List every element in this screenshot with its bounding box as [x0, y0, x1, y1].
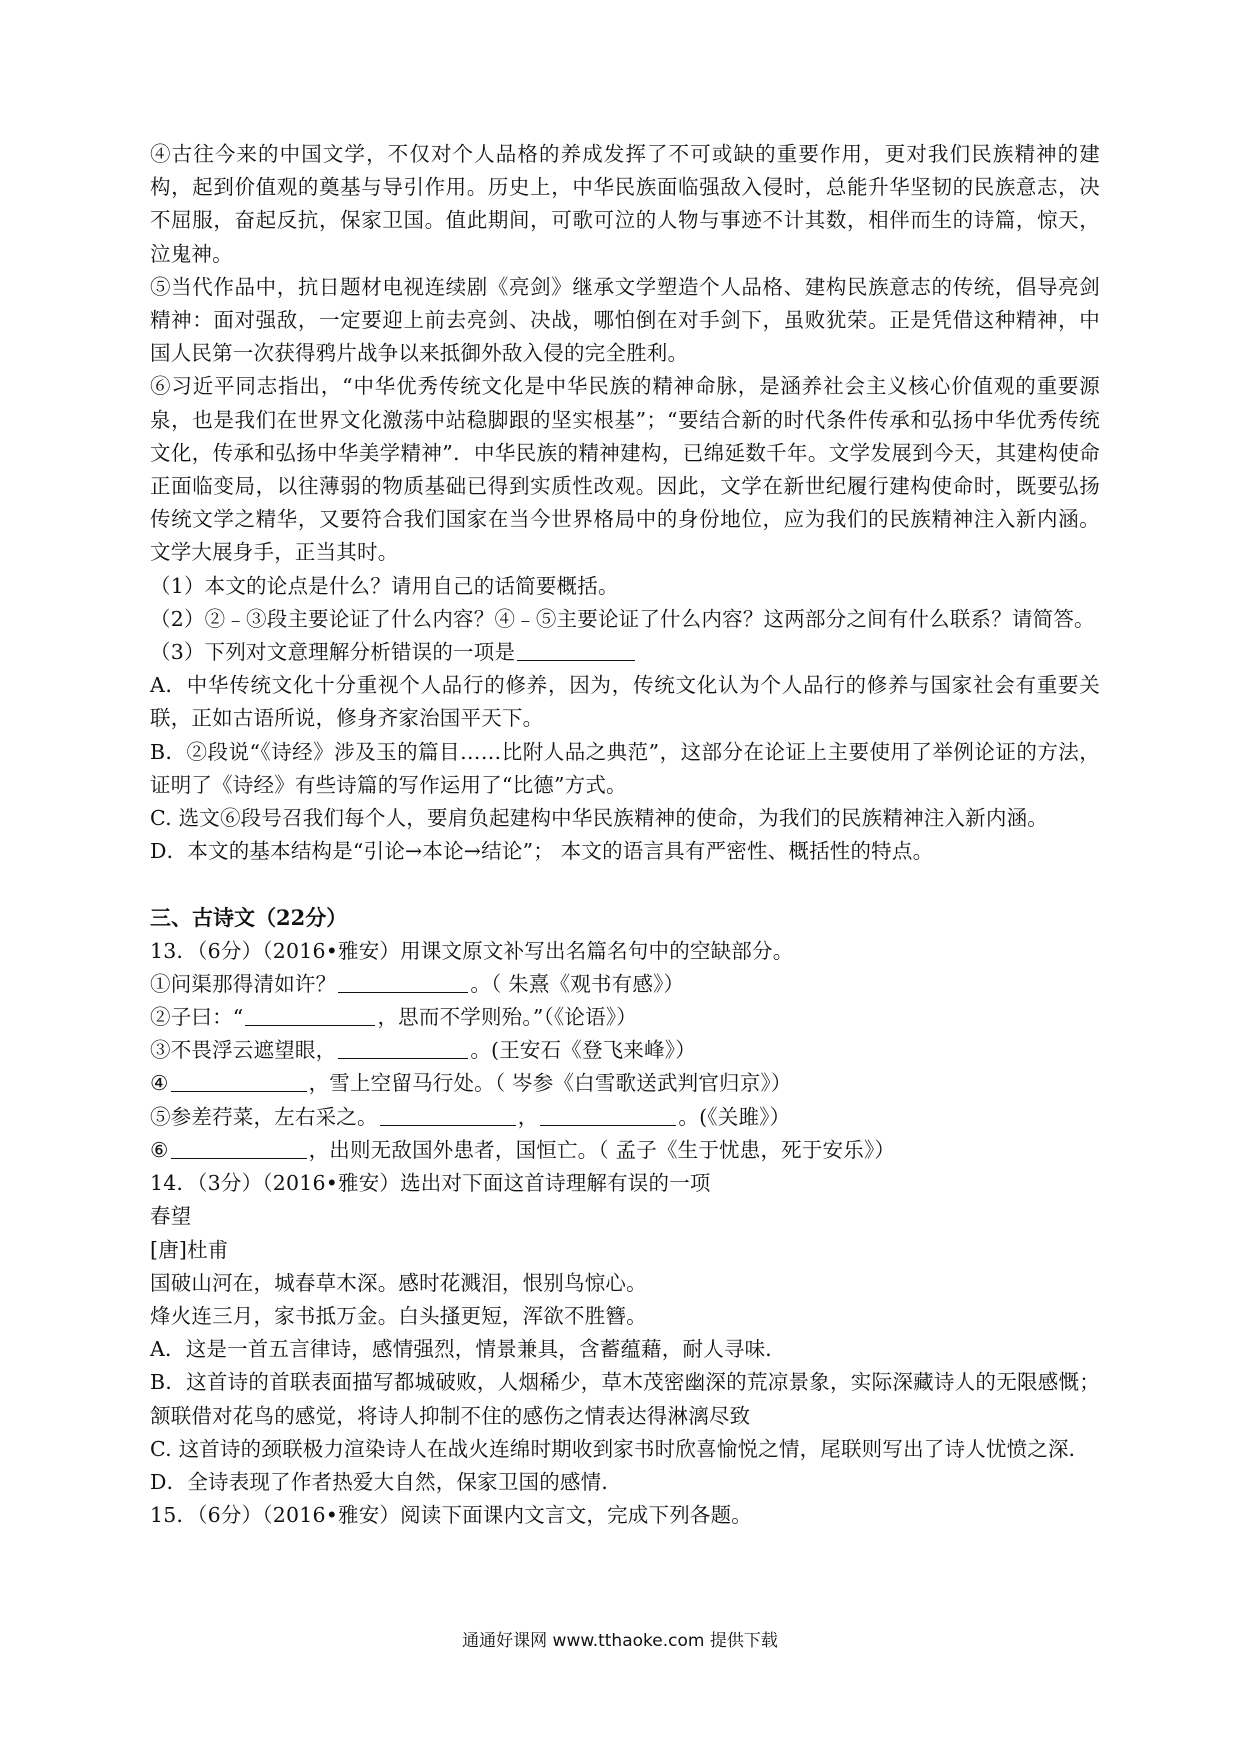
question-14-option-a: A．这是一首五言律诗，感情强烈，情景兼具，含蓄蕴藉，耐人寻味．	[150, 1337, 787, 1362]
paragraph-6: ⑥习近平同志指出，“中华优秀传统文化是中华民族的精神命脉，是涵养社会主义核心价值观的重要源泉，也是我们在世界文化激荡中站稳脚跟的坚实根基”；“要结合新的时代条件传承和弘扬中华优秀传统文化，传承和弘扬中华美学精神”．中华民族的精神建构，已绵延数千年。文学发展到今天，其建构使命正面临变局，以往薄弱的物质基础已得到实质性改观。因此，文学在新世纪履行建构使命时，既要弘扬传统文学之精华，又要符合我们国家在当今世界格局中的身份地位，应为我们的民族精神注入新内涵。文学大展身手，正当其时。	[150, 374, 1100, 565]
fill-item-2	[150, 1001, 1100, 1034]
paragraph-5: ⑤当代作品中，抗日题材电视连续剧《亮剑》继承文学塑造个人品格、建构民族意志的传统，倡导亮剑精神：面对强敌，一定要迎上前去亮剑、决战，哪怕倒在对手剑下，虽败犹荣。正是凭借这种精神，中国人民第一次获得鸦片战争以来抵御外敌入侵的完全胜利。	[150, 274, 1100, 366]
question-1: （1）本文的论点是什么？请用自己的话简要概括。	[150, 573, 619, 598]
question-3-option-a: A．中华传统文化十分重视个人品行的修养，因为，传统文化认为个人品行的修养与国家社会有重要关联，正如古语所说，修身齐家治国平天下。	[150, 673, 1100, 731]
fill-item-before: ⑥	[150, 1137, 169, 1162]
fill-item-after: ，思而不学则殆。”（《论语》）	[377, 1005, 637, 1030]
answer-blank[interactable]	[171, 1071, 307, 1092]
fill-item-after: 。(《关雎》）	[678, 1104, 791, 1129]
question-14-title: 14．（3分）（2016•雅安）选出对下面这首诗理解有误的一项	[150, 1171, 711, 1196]
answer-blank[interactable]	[540, 1105, 676, 1126]
fill-item-before: ④	[150, 1071, 169, 1096]
fill-item-5	[150, 1101, 1100, 1134]
answer-blank[interactable]	[380, 1105, 516, 1126]
poem-line: 烽火连三月，家书抵万金。白头搔更短，浑欲不胜簪。	[150, 1303, 647, 1328]
answer-blank[interactable]	[171, 1138, 307, 1159]
poem-author: [唐]杜甫	[150, 1237, 229, 1262]
question-13-title: 13．（6分）（2016•雅安）用课文原文补写出名篇名句中的空缺部分。	[150, 938, 794, 963]
question-14-option-d: D．全诗表现了作者热爱大自然，保家卫国的感情．	[150, 1469, 623, 1494]
poem-line: 国破山河在，城春草木深。感时花溅泪，恨别鸟惊心。	[150, 1270, 647, 1295]
answer-blank[interactable]	[338, 972, 468, 993]
fill-item-before: ②子曰：“	[150, 1005, 244, 1030]
footer-text: 通通好课网 www.tthaoke.com 提供下载	[462, 1631, 778, 1651]
fill-item-1	[150, 968, 1100, 1001]
document-page	[150, 138, 1100, 1532]
question-14-option-c: C. 这首诗的颈联极力渲染诗人在战火连绵时期收到家书时欣喜愉悦之情，尾联则写出了诗人忧愤之深．	[150, 1436, 1090, 1461]
poem-title: 春望	[150, 1204, 192, 1229]
fill-item-before: ①问渠那得清如许？	[150, 971, 337, 996]
question-2: （2）②﹣③段主要论证了什么内容？④﹣⑤主要论证了什么内容？这两部分之间有什么联系？请简答。	[150, 606, 1095, 631]
answer-blank[interactable]	[245, 1005, 375, 1026]
answer-blank[interactable]	[517, 640, 635, 661]
question-15-title: 15．（6分）（2016•雅安）阅读下面课内文言文，完成下列各题。	[150, 1503, 752, 1528]
fill-item-3	[150, 1034, 1100, 1067]
answer-blank[interactable]	[338, 1038, 468, 1059]
fill-item-4	[150, 1067, 1100, 1100]
fill-item-6	[150, 1134, 1100, 1167]
question-3-text: （3）下列对文意理解分析错误的一项是	[150, 640, 516, 665]
fill-item-after: 。(王安石《登飞来峰》）	[470, 1038, 696, 1063]
question-3-option-d: D．本文的基本结构是“引论→本论→结论”； 本文的语言具有严密性、概括性的特点。	[150, 839, 934, 864]
question-3-option-b: B．②段说“《诗经》涉及玉的篇目……比附人品之典范”，这部分在论证上主要使用了举例论证的方法，证明了《诗经》有些诗篇的写作运用了“比德”方式。	[150, 739, 1100, 797]
fill-item-after: ，出则无敌国外患者，国恒亡。（ 孟子《生于忧患，死于安乐》）	[308, 1137, 896, 1162]
question-14-option-b: B．这首诗的首联表面描写都城破败，人烟稀少，草木茂密幽深的荒凉景象，实际深藏诗人的无限感慨； 颔联借对花鸟的感觉，将诗人抑制不住的感伤之情表达得淋漓尽致	[150, 1370, 1100, 1428]
fill-item-after: 。（ 朱熹《观书有感》）	[470, 971, 685, 996]
fill-item-before: ⑤参差荇菜，左右采之。	[150, 1104, 378, 1129]
fill-item-middle: ，	[517, 1104, 539, 1129]
section-title: 三、古诗文（22分）	[150, 905, 348, 931]
fill-item-before: ③不畏浮云遮望眼，	[150, 1038, 337, 1063]
fill-item-after: ，雪上空留马行处。（ 岑参《白雪歌送武判官归京》）	[308, 1071, 792, 1096]
question-3	[150, 636, 1100, 669]
paragraph-4: ④古往今来的中国文学，不仅对个人品格的养成发挥了不可或缺的重要作用，更对我们民族精神的建构，起到价值观的奠基与导引作用。历史上，中华民族面临强敌入侵时，总能升华坚韧的民族意志，决不屈服，奋起反抗，保家卫国。值此期间，可歌可泣的人物与事迹不计其数，相伴而生的诗篇，惊天，泣鬼神。	[150, 142, 1100, 266]
question-3-option-c: C. 选文⑥段号召我们每个人，要肩负起建构中华民族精神的使命，为我们的民族精神注入新内涵。	[150, 806, 1048, 831]
